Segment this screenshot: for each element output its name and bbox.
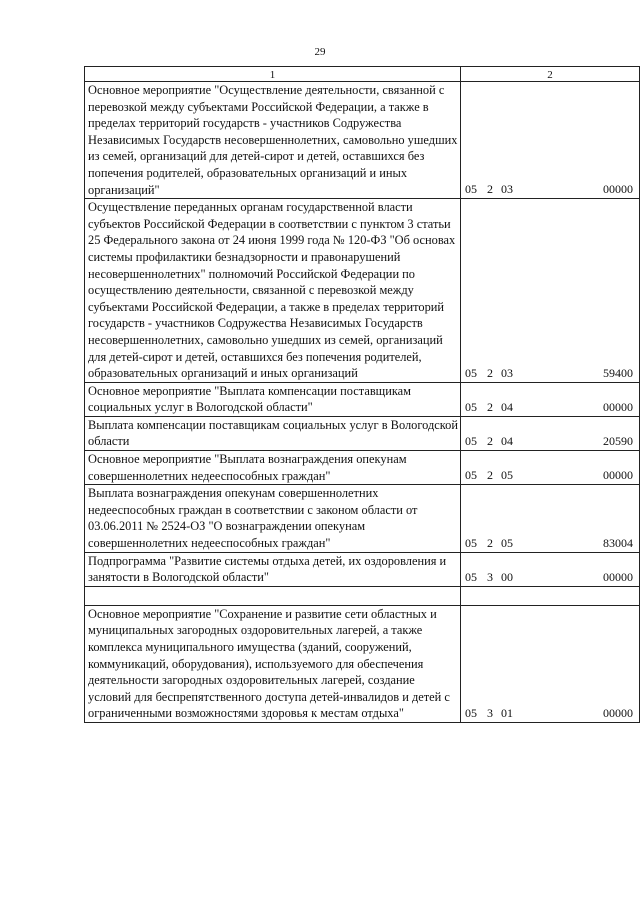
row-code-cell: [461, 416, 640, 450]
code-part-1: 05: [465, 365, 477, 380]
code-part-3: 04: [501, 399, 513, 414]
table-row: [85, 485, 640, 552]
table-row: [85, 605, 640, 722]
row-description-cell: [85, 82, 461, 199]
code-part-4: 83004: [603, 535, 633, 550]
row-description-cell: [85, 199, 461, 383]
code-part-2: 2: [487, 434, 493, 449]
row-code-cell: [461, 199, 640, 383]
row-description: Выплата компенсации поставщикам социальных услуг в Вологодской области: [88, 417, 458, 449]
row-description: Выплата вознаграждения опекунам совершеннолетних недееспособных граждан в соответствии с законом области от 03.06.2011 № 2524-ОЗ "О вознаграждении опекунам совершеннолетних недееспособных граждан": [88, 486, 418, 551]
row-code-cell: [461, 82, 640, 199]
row-code-cell: [461, 605, 640, 722]
row-description-cell: [85, 485, 461, 552]
row-description: Осуществление переданных органам государственной власти субъектов Российской Федерации в соответствии с пунктом 3 статьи 25 Федерального закона от 24 июня 1999 года № 120-ФЗ "Об основах системы профилактики безнадзорности и правонарушений несовершеннолетних" полномочий Российской Федерации по осуществлению деятельности, связанной с перевозкой между субъектами Российской Федерации, а также в пределах территорий государств - участников Содружества Независимых Государств несовершеннолетних, самовольно ушедших из семей, организаций для детей-сирот и детей, оставшихся без попечения родителей, образовательных организаций и иных организаций: [88, 200, 456, 381]
code-part-4: 00000: [603, 705, 633, 720]
budget-classification-table: [84, 66, 640, 723]
code-part-2: 2: [487, 399, 493, 414]
table-row: [85, 199, 640, 383]
row-description: Основное мероприятие "Выплата компенсации поставщикам социальных услуг в Вологодской области": [88, 383, 412, 415]
code-part-3: 04: [501, 434, 513, 449]
row-code-cell: [461, 552, 640, 586]
table-row: [85, 451, 640, 485]
code-part-3: 01: [501, 705, 513, 720]
row-description: Основное мероприятие "Сохранение и развитие сети областных и муниципальных загородных оздоровительных лагерей, а также комплекса муниципального имущества (зданий, сооружений, коммуникаций, оборудования), используемого для обеспечения деятельности загородных оздоровительных лагерей, создание условий для беспрепятственного доступа детей-инвалидов и детей с ограниченными возможностями здоровья к местам отдыха": [88, 606, 450, 721]
table-row: [85, 382, 640, 416]
row-description-cell: [85, 605, 461, 722]
table-header-row: [85, 67, 640, 82]
code-part-4: 00000: [603, 468, 633, 483]
spacer-cell: [461, 586, 640, 605]
column-header-code: 2: [461, 67, 640, 82]
code-part-2: 2: [487, 468, 493, 483]
page-number: 29: [314, 46, 326, 58]
code-part-4: 59400: [603, 365, 633, 380]
code-part-1: 05: [465, 468, 477, 483]
row-description-cell: [85, 552, 461, 586]
code-part-3: 00: [501, 569, 513, 584]
table-row: [85, 82, 640, 199]
row-code-cell: [461, 451, 640, 485]
code-part-3: 05: [501, 468, 513, 483]
code-part-4: 00000: [603, 399, 633, 414]
code-part-1: 05: [465, 535, 477, 550]
code-part-3: 03: [501, 182, 513, 197]
code-part-2: 3: [487, 569, 493, 584]
table-spacer-row: [85, 586, 640, 605]
code-part-1: 05: [465, 399, 477, 414]
code-part-1: 05: [465, 434, 477, 449]
column-header-description: 1: [85, 67, 461, 82]
code-part-4: 00000: [603, 569, 633, 584]
row-description-cell: [85, 382, 461, 416]
code-part-3: 03: [501, 365, 513, 380]
row-description-cell: [85, 451, 461, 485]
table-row: [85, 416, 640, 450]
code-part-4: 20590: [603, 434, 633, 449]
code-part-2: 2: [487, 365, 493, 380]
code-part-2: 3: [487, 705, 493, 720]
code-part-3: 05: [501, 535, 513, 550]
spacer-cell: [85, 586, 461, 605]
code-part-2: 2: [487, 535, 493, 550]
row-description: Подпрограмма "Развитие системы отдыха детей, их оздоровления и занятости в Вологодской области": [88, 553, 447, 585]
row-description-cell: [85, 416, 461, 450]
code-part-4: 00000: [603, 182, 633, 197]
code-part-1: 05: [465, 569, 477, 584]
code-part-1: 05: [465, 705, 477, 720]
table-row: [85, 552, 640, 586]
code-part-1: 05: [465, 182, 477, 197]
code-part-2: 2: [487, 182, 493, 197]
row-description: Основное мероприятие "Выплата вознаграждения опекунам совершеннолетних недееспособных граждан": [88, 452, 407, 483]
row-description: Основное мероприятие "Осуществление деятельности, связанной с перевозкой между субъектами Российской Федерации, а также в пределах территорий государств - участников Содружества Независимых Государств несовершеннолетних, самовольно ушедших из семей, организаций для детей-сирот и детей, оставшихся без попечения родителей, образовательных организаций и иных организаций": [88, 83, 458, 197]
row-code-cell: [461, 485, 640, 552]
row-code-cell: [461, 382, 640, 416]
